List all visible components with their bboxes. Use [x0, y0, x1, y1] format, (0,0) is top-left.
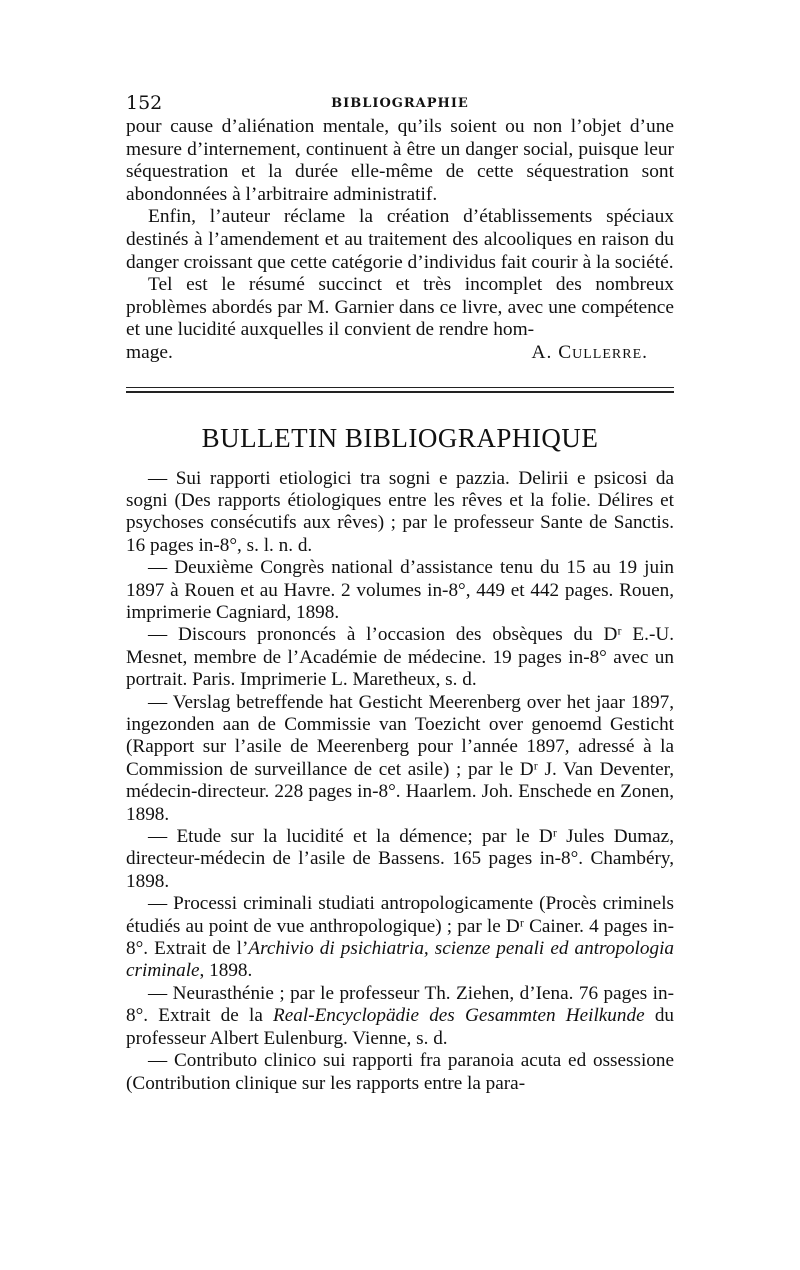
bibliography-entry: — Deuxième Congrès national d’assistance tenu du 15 au 19 juin 1897 à Rouen et au Havre. 2 volumes in-8°, 449 et 442 pages. Rouen, imprimerie Cagniard, 1898. [126, 557, 674, 623]
bibliography-entry: — Verslag betreffende hat Gesticht Meerenberg over het jaar 1897, ingezonden aan de Commissie van Toezicht over genoemd Gesticht (Rapport sur l’asile de Meerenberg pour l’année 1897, adressé à la Commission de surveillance de cet asile) ; par le Dʳ J. Van Deventer, médecin-directeur. 228 pages in-8°. Haarlem. Joh. Enschede en Zonen, 1898. [126, 691, 674, 825]
entry-italic-title: Archivio di psichiatria, scienze penali ed antropologia criminale [126, 938, 675, 982]
section-title: BULLETIN BIBLIOGRAPHIQUE [201, 422, 599, 453]
bibliography-entry: — Contributo clinico sui rapporti fra paranoia acuta ed ossessione (Contribution clinique sur les rapports entre la para- [126, 1050, 674, 1094]
bibliography-entry: — Sui rapporti etiologici tra sogni e pazzia. Delirii e psicosi da sogni (Des rapports étiologiques entre les rêves et la folie. Délires et psychoses consécutifs aux rêves) ; par le professeur Sante de Sanctis. 16 pages in-8°, s. l. n. d. [126, 467, 674, 556]
review-last-line: mage. [126, 341, 173, 363]
entry-text: du professeur Albert Eulenburg. Vienne, s. d. [126, 1005, 675, 1049]
running-head: BIBLIOGRAPHIE [331, 96, 469, 111]
divider-line [126, 391, 674, 393]
review-text [126, 116, 674, 365]
page-number: 152 [126, 92, 163, 114]
page-header [126, 88, 674, 116]
review-paragraph: Enfin, l’auteur réclame la création d’établissements spéciaux destinés à l’amendement et au traitement des alcooliques en raison du danger croissant que cette catégorie d’individus fait courir à la société. [126, 206, 674, 273]
bibliography-list [126, 468, 674, 1095]
divider-line [126, 387, 674, 389]
entry-text: — Processi criminali studiati antropologicamente (Procès criminels étudiés au point de vue anthropologique) ; par le Dʳ Cainer. 4 pages in-8°. Extrait de l’ [126, 893, 674, 960]
bibliography-entry [126, 983, 674, 1050]
bibliography-entry: — Etude sur la lucidité et la démence; par le Dʳ Jules Dumaz, directeur-médecin de l’asile de Bassens. 165 pages in-8°. Chambéry, 1898. [126, 826, 674, 892]
bibliography-entry: — Discours prononcés à l’occasion des obsèques du Dʳ E.-U. Mesnet, membre de l’Académie de médecine. 19 pages in-8° avec un portrait. Paris. Imprimerie L. Maretheux, s. d. [126, 624, 674, 691]
bibliography-entry [126, 893, 674, 983]
entry-italic-title: Real-Encyclopädie des Gesammten Heilkunde [273, 1005, 645, 1027]
review-paragraph: pour cause d’aliénation mentale, qu’ils soient ou non l’objet d’une mesure d’internement, continuent à être un danger social, puisque leur séquestration et la durée elle-même de cette séquestration sont abondonnées à l’arbitraire administratif. [126, 116, 674, 205]
entry-text: — Neurasthénie ; par le professeur Th. Ziehen, d’Iena. 76 pages in-8°. Extrait de la [126, 982, 674, 1027]
book-page [126, 88, 674, 1095]
signature-line [126, 342, 674, 365]
section-divider [126, 387, 674, 393]
review-signature: A. Cullerre. [531, 341, 648, 363]
entry-text: , 1898. [199, 960, 253, 982]
review-paragraph: Tel est le résumé succinct et très incomplet des nombreux problèmes abordés par M. Garnier dans ce livre, avec une compétence et une lucidité auxquelles il convient de rendre hom- [126, 274, 674, 341]
